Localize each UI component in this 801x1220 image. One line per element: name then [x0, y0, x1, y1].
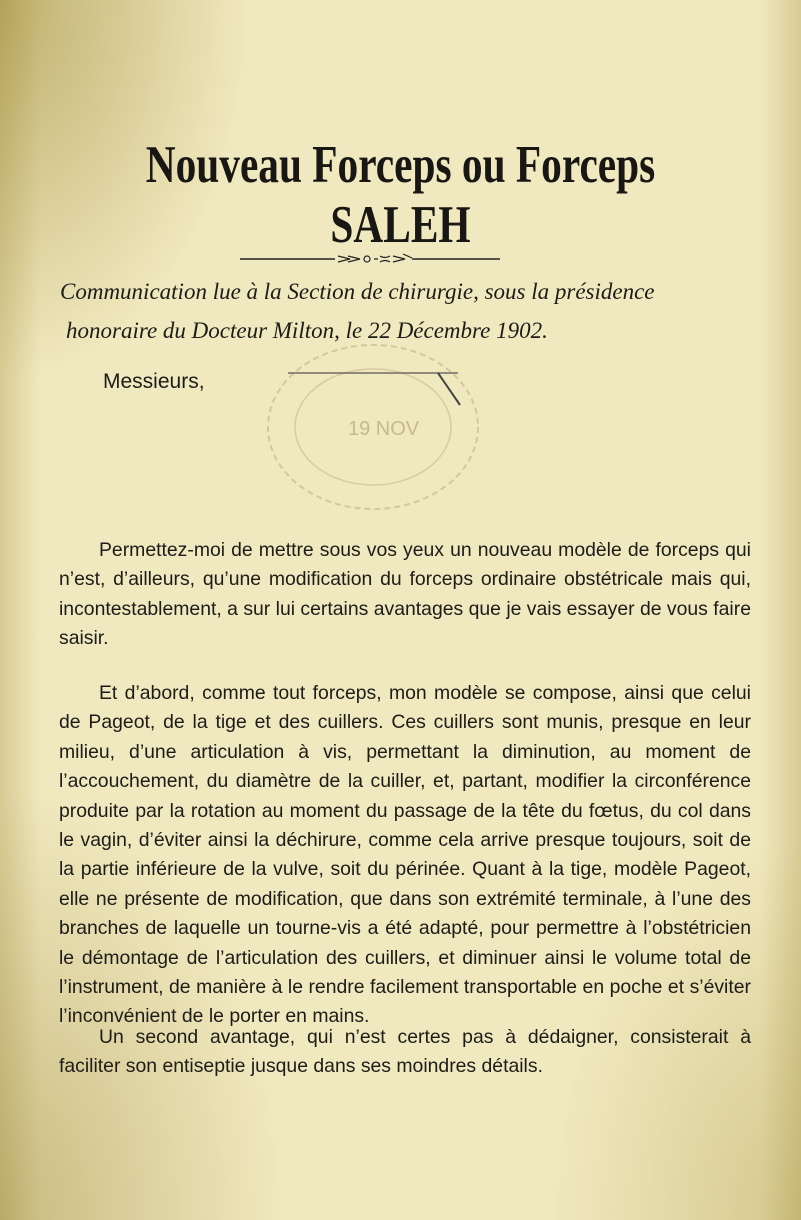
ornament-divider	[240, 250, 500, 266]
paragraph-2	[59, 679, 751, 1032]
paragraph-1-text: Permettez-moi de mettre sous vos yeux un nouveau modèle de forceps qui n’est, d’ailleurs, qu’une modification du forceps ordinaire obstétricale mais qui, incontestablement, a sur lui certains avantages que je vais essayer de vous faire saisir.	[59, 539, 751, 650]
subtitle-line-2: honoraire du Docteur Milton, le 22 Décembre 1902.	[66, 318, 548, 343]
stamp-date: 19 NOV	[348, 418, 420, 440]
paragraph-3	[59, 1023, 751, 1082]
paragraph-3-text: Un second avantage, qui n’est certes pas à dédaigner, consisterait à faciliter son entiseptie jusque dans ses moindres détails.	[59, 1026, 751, 1078]
paragraph-2-text: Et d’abord, comme tout forceps, mon modèle se compose, ainsi que celui de Pageot, de la tige et des cuillers. Ces cuillers sont munis, presque en leur milieu, d’une articulation à vis, permettant la diminution, au moment de l’accouchement, du diamètre de la cuiller, et, partant, modifier la circonférence produite par la rotation au moment du passage de la tête du fœtus, du col dans le vagin, d’éviter ainsi la déchirure, comme cela arrive presque toujours, soit de la partie inférieure de la vulve, soit du périnée. Quant à la tige, modèle Pageot, elle ne présente de modification, que dans son extrémité terminale, à l’une des branches de laquelle un tourne-vis a été adapté, pour permettre à l’obstétricien le démontage de l’articulation des cuillers, et diminuer ainsi le volume total de l’instrument, de manière à le rendre facilement transportable en poche et s’éviter l’inconvénient de le porter en mains.	[59, 682, 751, 1028]
salutation: Messieurs,	[103, 370, 205, 393]
subtitle-line-1: Communication lue à la Section de chirurgie, sous la présidence	[60, 279, 655, 304]
library-stamp	[248, 335, 498, 520]
paragraph-1	[59, 536, 751, 654]
document-title: Nouveau Forceps ou Forceps SALEH	[145, 136, 656, 254]
